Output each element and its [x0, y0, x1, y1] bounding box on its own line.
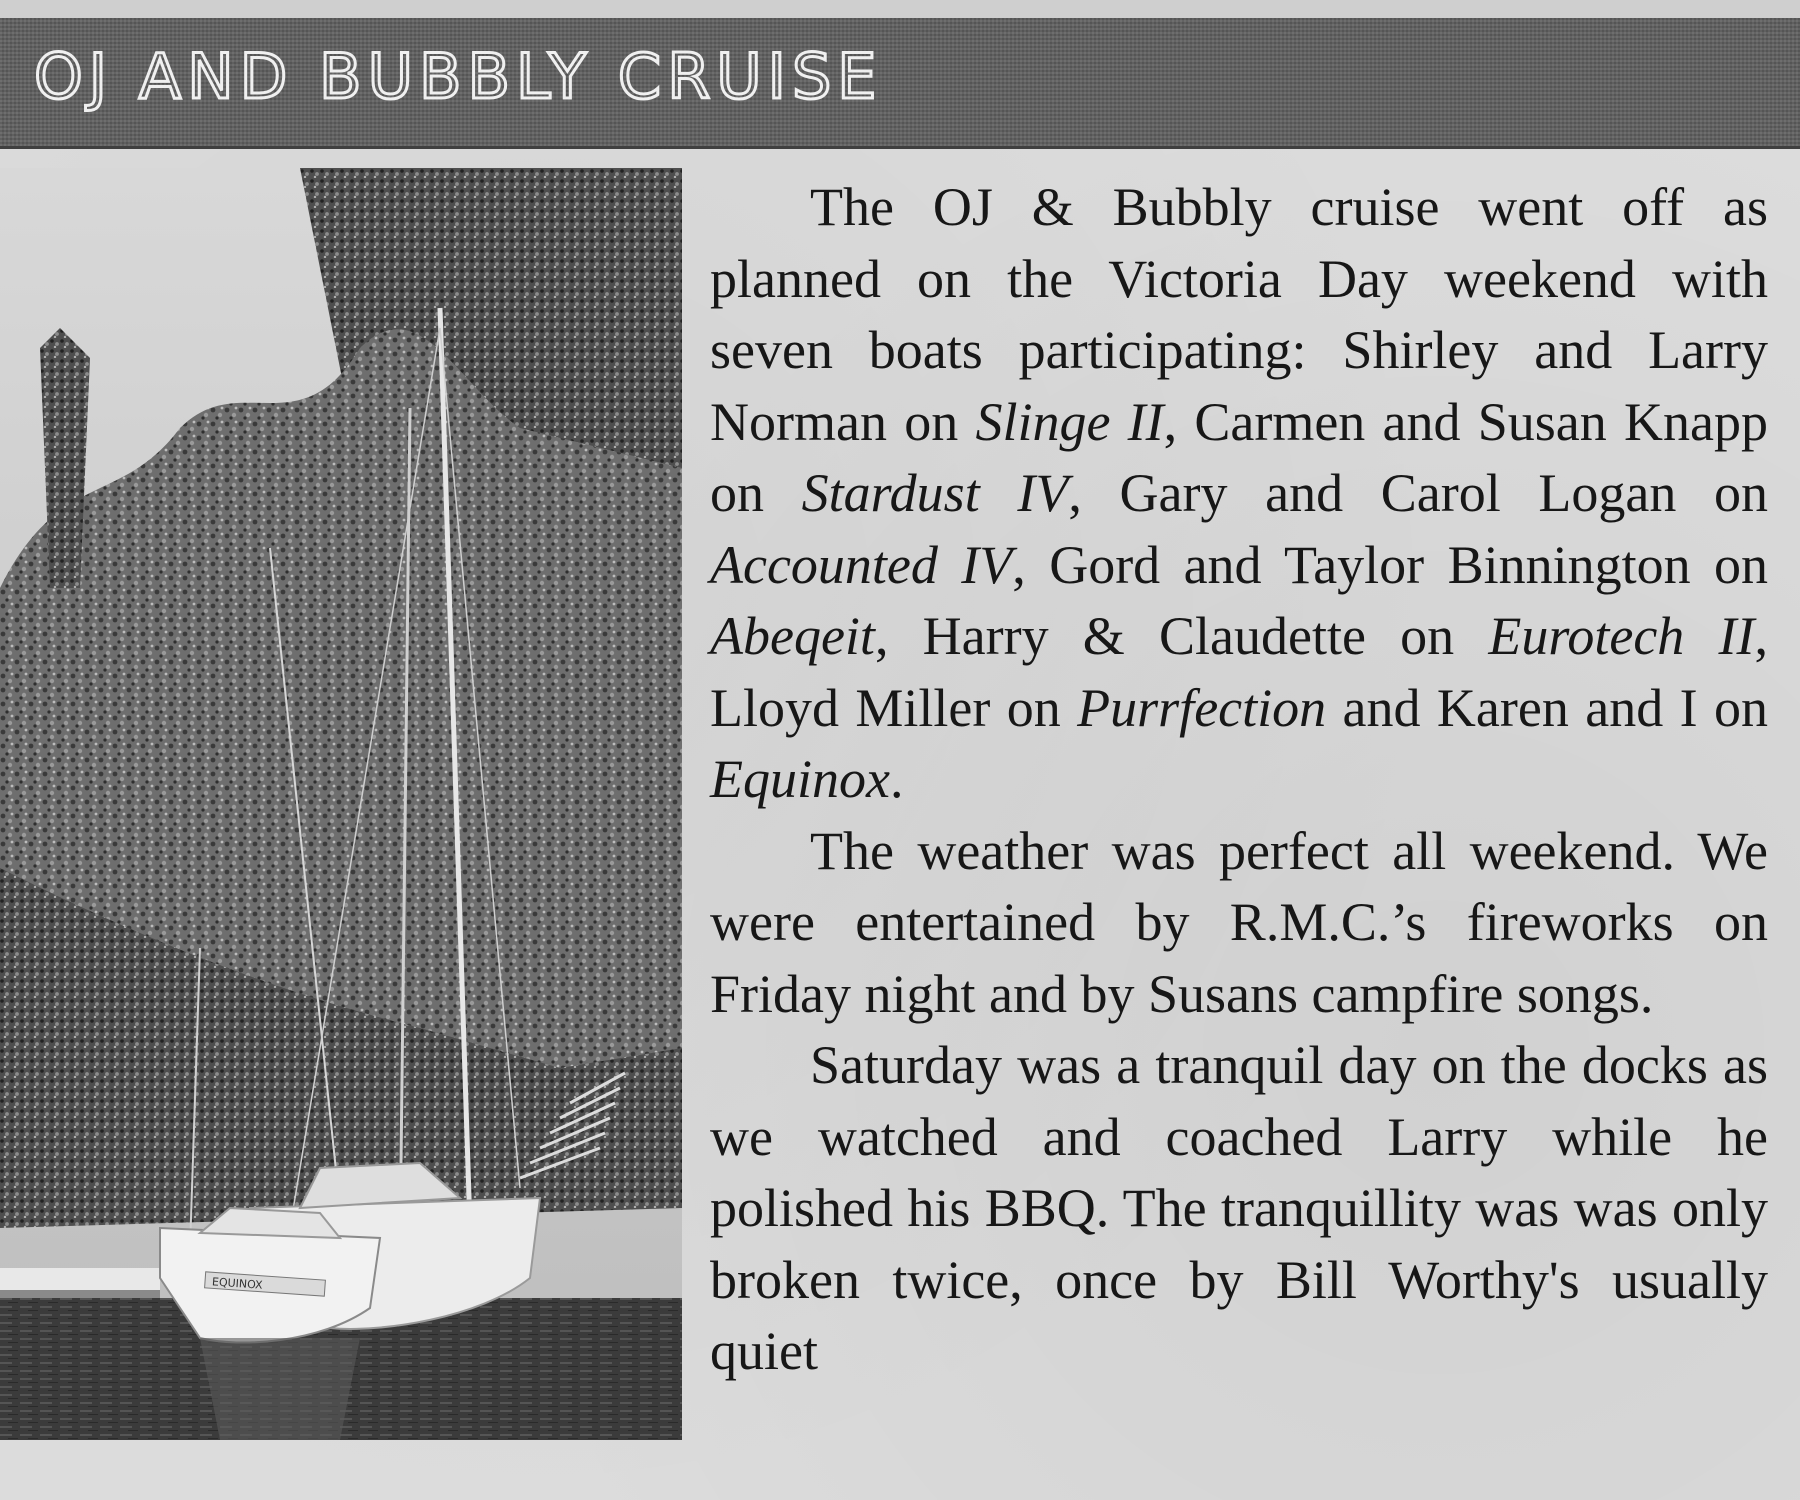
boat-name: Accounted IV: [710, 534, 1013, 595]
text-run: .: [889, 749, 904, 809]
boat-name: Abeqeit: [710, 606, 875, 666]
text-run: Saturday was a tranquil day on the docks as we watched and coached Larry while he polished his BBQ. The tranquillity was was only broken twice, once by Bill Worthy's usually quiet: [710, 1035, 1768, 1381]
article-paragraph: [710, 816, 1768, 1031]
sailboat-photo: [0, 168, 682, 1440]
text-run: , Harry & Claudette on: [874, 606, 1489, 666]
boat-name: Eurotech II: [1488, 606, 1755, 666]
section-banner: [0, 18, 1800, 149]
boat-name: Equinox: [710, 749, 890, 809]
text-run: , Gord and Taylor Binnington on: [1012, 534, 1769, 595]
boat-name-marking: EQUINOX: [211, 1275, 263, 1292]
boat-name: Stardust IV: [801, 463, 1069, 523]
text-run: , Carmen and Susan Knapp on: [710, 391, 1768, 523]
text-run: The OJ & Bubbly cruise went off as planned on the Victoria Day weekend with seven boats participating: Shirley and Larry Norman on: [710, 177, 1768, 452]
text-run: , Gary and Carol Logan on: [1068, 463, 1769, 523]
article-paragraph: [710, 1030, 1768, 1388]
article-body: [710, 172, 1768, 1388]
text-run: and Karen and I on: [1326, 677, 1768, 738]
text-run: , Lloyd Miller on: [710, 606, 1768, 738]
article-title: OJ AND BUBBLY CRUISE: [34, 40, 883, 113]
text-run: The weather was perfect all weekend. We were entertained by R.M.C.’s fireworks on Friday night and by Susans campfire songs.: [710, 820, 1768, 1024]
boat-name: Slinge II: [975, 391, 1164, 452]
top-margin-strip: [0, 0, 1800, 18]
article-paragraph: [710, 172, 1768, 816]
boat-name: Purrfection: [1077, 677, 1327, 738]
